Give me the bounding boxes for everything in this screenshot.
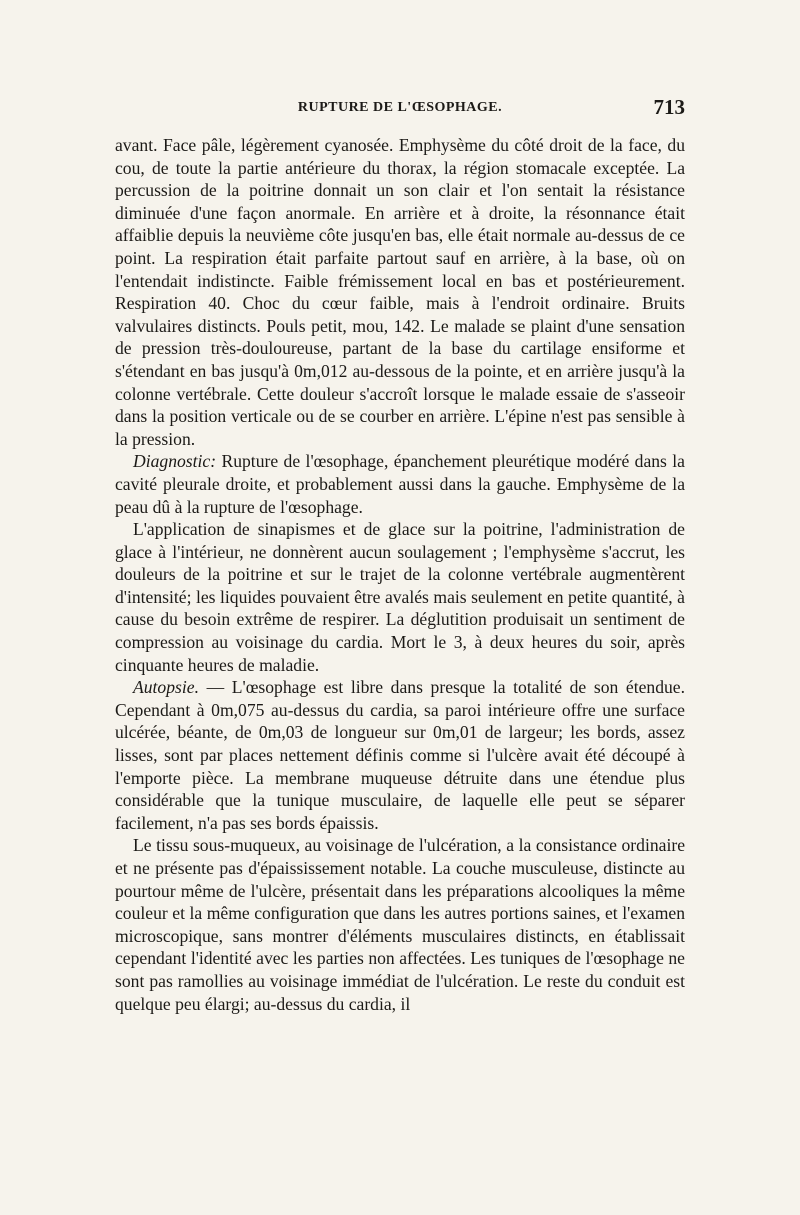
running-title: RUPTURE DE L'ŒSOPHAGE.	[297, 100, 503, 115]
page-header	[115, 88, 685, 128]
paragraph-treatment	[115, 518, 685, 676]
paragraph-autopsie-text: — L'œsophage est libre dans presque la totalité de son étendue. Cependant à 0m,075 au-dessus du cardia, sa paroi intérieure offre une surface ulcérée, béante, de 0m,03 de longueur sur 0m,01 de largeur; les bords, assez lisses, sont par places nettement définis comme si l'ulcère avait été découpé à l'emporte pièce. La membrane muqueuse détruite dans une étendue plus considérable que la tunique musculaire, de laquelle elle peut se séparer facilement, n'a pas ses bords épaissis.	[115, 677, 685, 833]
page-number: 713	[653, 95, 685, 119]
paragraph-tissue	[115, 834, 685, 1015]
book-page	[115, 88, 685, 1128]
paragraph-diagnostic	[115, 450, 685, 518]
paragraph-treatment-text: L'application de sinapismes et de glace sur la poitrine, l'administration de glace à l'intérieur, ne donnèrent aucun soulagement ; l'emphysème s'accrut, les douleurs de la poitrine et sur le trajet de la colonne vertébrale augmentèrent d'intensité; les liquides pouvaient être avalés mais seulement en petite quantité, à cause du besoin extrême de respirer. La déglutition produisait un sentiment de compression au voisinage du cardia. Mort le 3, à deux heures du soir, après cinquante heures de maladie.	[115, 519, 685, 675]
paragraph-1	[115, 134, 685, 450]
diagnostic-lead: Diagnostic:	[133, 451, 217, 472]
autopsie-lead: Autopsie.	[133, 677, 199, 698]
paragraph-1-text: avant. Face pâle, légèrement cyanosée. Emphysème du côté droit de la face, du cou, de toute la partie antérieure du thorax, la région stomacale exceptée. La percussion de la poitrine donnait un son clair et l'on sentait la résistance diminuée d'une façon anormale. En arrière et à droite, la résonnance était affaiblie depuis la neuvième côte jusqu'en bas, elle était normale au-dessus de ce point. La respiration était parfaite partout sauf en arrière, à la base, où on l'entendait indistincte. Faible frémissement local en bas et postérieurement. Respiration 40. Choc du cœur faible, mais à l'endroit ordinaire. Bruits valvulaires distincts. Pouls petit, mou, 142. Le malade se plaint d'une sensation de pression très-douloureuse, partant de la base du cartilage ensiforme et s'étendant en bas jusqu'à 0m,012 au-dessous de la pointe, et en arrière jusqu'à la colonne vertébrale. Cette douleur s'accroît lorsque le malade essaie de s'asseoir dans la position verticale ou de se courber en arrière. L'épine n'est pas sensible à la pression.	[115, 135, 685, 449]
paragraph-autopsie	[115, 676, 685, 834]
paragraph-diagnostic-text: Rupture de l'œsophage, épanchement pleurétique modéré dans la cavité pleurale droite, et probablement aussi dans la gauche. Emphysème de la peau dû à la rupture de l'œsophage.	[115, 451, 685, 517]
body-text	[115, 134, 685, 1015]
paragraph-tissue-text: Le tissu sous-muqueux, au voisinage de l'ulcération, a la consistance ordinaire et ne présente pas d'épaississement notable. La couche musculeuse, distincte au pourtour même de l'ulcère, présentait dans les préparations alcooliques la même couleur et la même configuration que dans les autres portions saines, et l'examen microscopique, sans montrer d'éléments musculaires distincts, en établissait cependant l'identité avec les parties non affectées. Les tuniques de l'œsophage ne sont pas ramollies au voisinage immédiat de l'ulcération. Le reste du conduit est quelque peu élargi; au-dessus du cardia, il	[115, 835, 685, 1014]
